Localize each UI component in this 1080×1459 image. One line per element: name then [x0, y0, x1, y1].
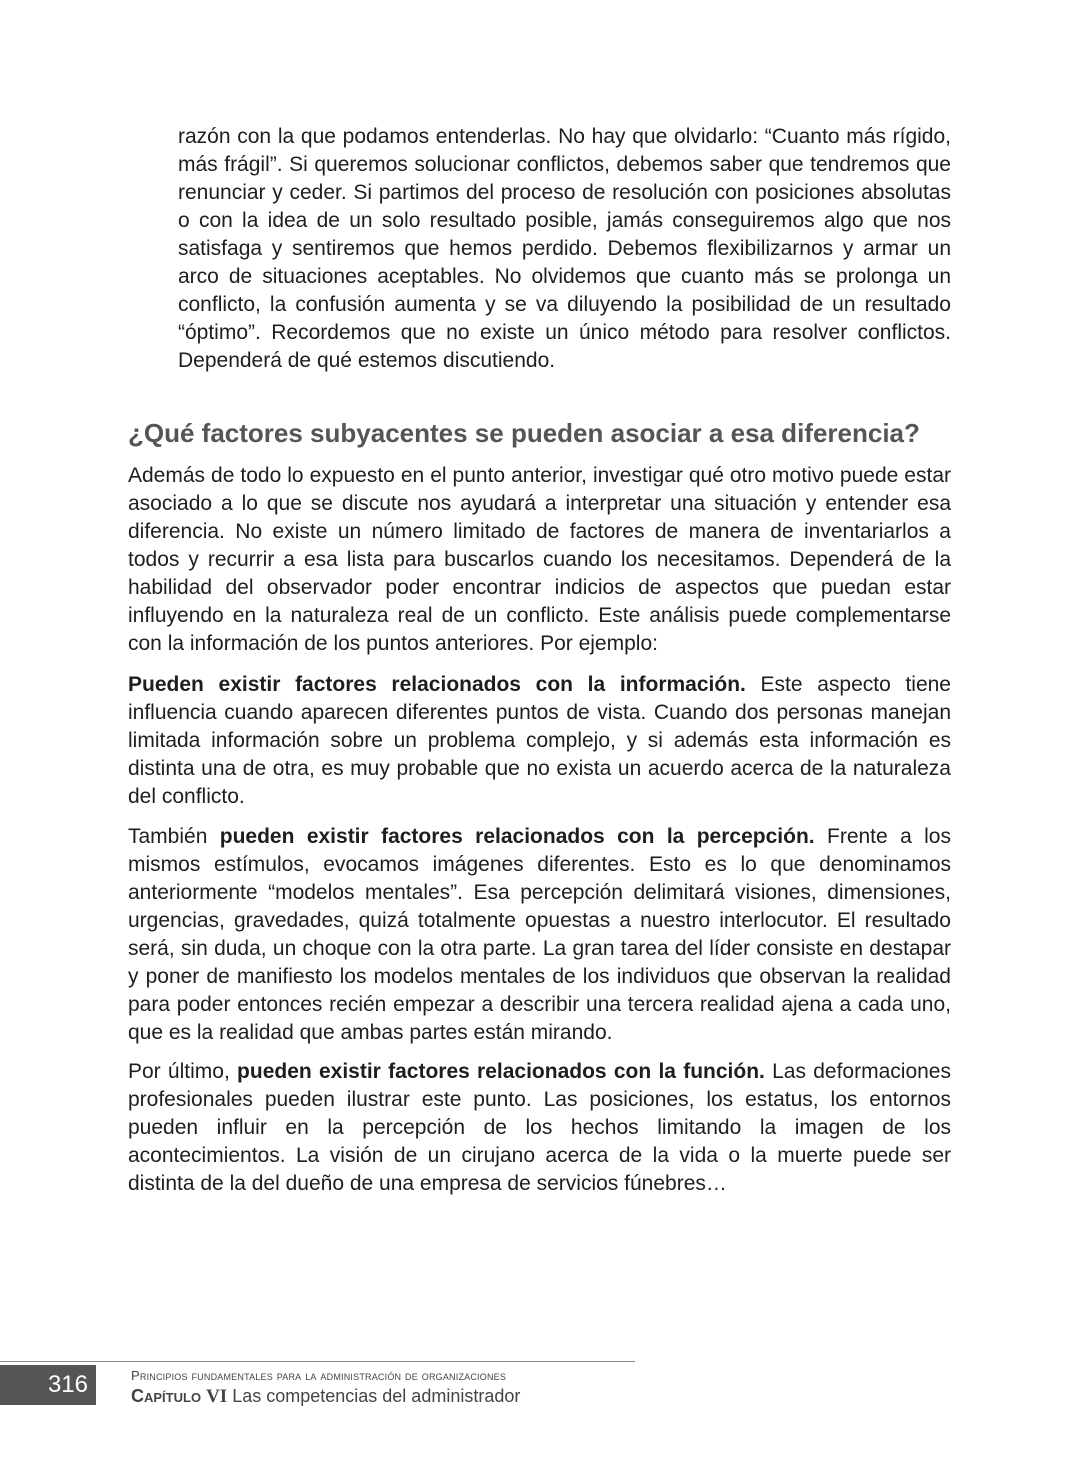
footer-chapter	[131, 1386, 520, 1408]
paragraph-text: Las deformaciones profesionales pueden ilustrar este punto. Las posiciones, los estatus, los entornos pueden influir en la percepción de los hechos limitando la imagen de los acontecimientos. La visión de un cirujano acerca de la vida o la muerte puede ser distinta de la del dueño de una empresa de servicios fúnebres…	[128, 1060, 951, 1195]
paragraph-lead: Por último,	[128, 1060, 238, 1083]
paragraph-text: Este aspecto tiene influencia cuando aparecen diferentes puntos de vista. Cuando dos personas manejan limitada información sobre un problema complejo, y si además esta información es distinta una de otra, es muy probable que no exista un acuerdo acerca de la naturaleza del conflicto.	[128, 673, 951, 808]
footer-rule	[0, 1361, 635, 1362]
footer-book-title: Principios fundamentales para la administración de organizaciones	[131, 1368, 507, 1383]
paragraph-continuation: razón con la que podamos entenderlas. No hay que olvidarlo: “Cuanto más rígido, más frágil”. Si queremos solucionar conflictos, debemos saber que tendremos que renunciar y ceder. Si partimos del proceso de resolución con posiciones absolutas o con la idea de un solo resultado posible, jamás conseguiremos algo que nos satisfaga y sentiremos que hemos perdido. Debemos flexibilizarnos y armar un arco de situaciones aceptables. No olvidemos que cuanto más se prolonga un conflicto, la confusión aumenta y se va diluyendo la posibilidad de un resultado “óptimo”. Recordemos que no existe un único método para resolver conflictos. Dependerá de qué estemos discutiendo.	[178, 125, 951, 372]
paragraph-information-factors	[128, 671, 951, 811]
bold-lead: Pueden existir factores relacionados con la información.	[128, 673, 746, 696]
paragraph-lead: También	[128, 825, 220, 848]
paragraph-function-factors	[128, 1058, 951, 1198]
page-number: 316	[0, 1365, 96, 1405]
paragraph-text: Frente a los mismos estímulos, evocamos imágenes diferentes. Esto es lo que denominamos anteriormente “modelos mentales”. Esa percepción delimitará visiones, dimensiones, urgencias, gravedades, quizá totalmente opuestas a nuestro interlocutor. El resultado será, sin duda, un choque con la otra parte. La gran tarea del líder consiste en destapar y poner de manifiesto los modelos mentales de los individuos que observan la realidad para poder entonces recién empezar a describir una tercera realidad ajena a cada uno, que es la realidad que ambas partes están mirando.	[128, 825, 951, 1044]
chapter-number: VI	[206, 1386, 228, 1407]
paragraph-intro: Además de todo lo expuesto en el punto anterior, investigar qué otro motivo puede estar asociado a lo que se discute nos ayudará a interpretar una situación y entender esa diferencia. No existe un número limitado de factores de manera de inventariarlos a todos y recurrir a esa lista para buscarlos cuando los necesitamos. Dependerá de la habilidad del observador poder encontrar indicios de aspectos que puedan estar influyendo en la naturaleza real de un conflicto. Este análisis puede complementarse con la información de los puntos anteriores. Por ejemplo:	[128, 464, 951, 655]
chapter-label: Capítulo	[131, 1386, 202, 1406]
paragraph-perception-factors	[128, 823, 951, 1047]
chapter-title: Las competencias del administrador	[227, 1386, 521, 1406]
bold-lead: pueden existir factores relacionados con la percepción.	[219, 825, 815, 848]
section-heading: ¿Qué factores subyacentes se pueden asociar a esa diferencia?	[128, 418, 920, 448]
bold-lead: pueden existir factores relacionados con la función.	[237, 1060, 765, 1083]
